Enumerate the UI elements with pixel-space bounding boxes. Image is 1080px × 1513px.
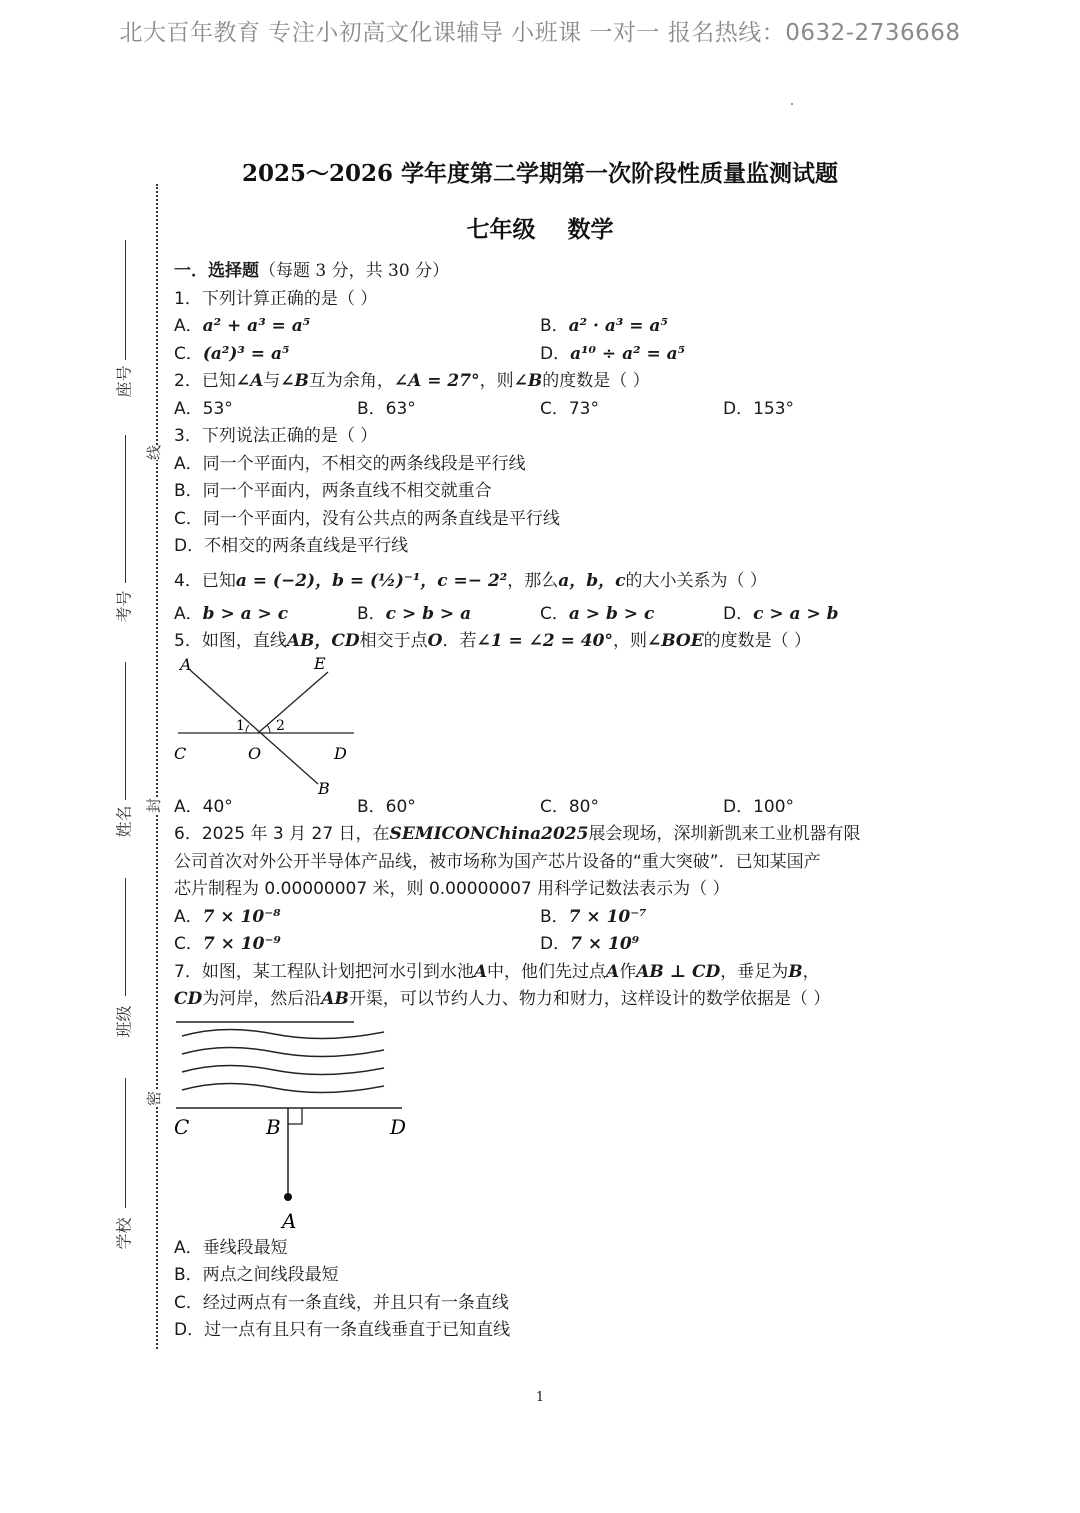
q1-option-c: C．(a²)³ = a⁵: [174, 343, 290, 364]
q5-option-c: C．80°: [540, 796, 600, 817]
seal-dotted-line: [156, 184, 158, 1349]
seal-char-seal: 封: [145, 797, 164, 814]
q6-stem-line2: 公司首次对外公开半导体产品线，被市场称为国产芯片设备的“重大突破”．已知某国产: [174, 851, 821, 872]
section1-heading: 一．选择题（每题 3 分，共 30 分）: [174, 261, 450, 281]
q5-options: [174, 794, 914, 822]
q2-option-c: C．73°: [540, 398, 600, 419]
exam-title: 2025～2026 学年度第二学期第一次阶段性质量监测试题: [241, 160, 839, 187]
water-wave-4: [182, 1083, 384, 1092]
q7-option-b: B．两点之间线段最短: [174, 1265, 339, 1285]
q5-stem: 5．如图，直线AB，CD相交于点O．若∠1 = ∠2 = 40°，则∠BOE的度数是（ ）: [174, 631, 812, 651]
label-d: D: [334, 743, 347, 763]
seat-blank-line: [125, 240, 126, 360]
q3-option-a: A．同一个平面内，不相交的两条线段是平行线: [174, 453, 526, 474]
label-b: B: [318, 778, 330, 794]
school-blank-line: [125, 1078, 126, 1208]
q6-option-a: A．7 × 10⁻⁸: [174, 906, 281, 927]
label-angle-2: 2: [276, 717, 285, 734]
q1-stem: 1．下列计算正确的是（ ）: [174, 288, 378, 309]
q5-figure: [174, 656, 914, 794]
q1-options-row2: [174, 341, 914, 369]
q2-option-b: B．63°: [357, 398, 416, 419]
exam-no-label: 考号: [114, 590, 134, 623]
q7-option-d: D．过一点有且只有一条直线垂直于已知直线: [174, 1320, 511, 1340]
label-o: O: [248, 743, 262, 763]
class-label: 班级: [114, 1005, 134, 1038]
q7-option-c: C．经过两点有一条直线，并且只有一条直线: [174, 1292, 509, 1313]
q6-stem-line1: 6．2025 年 3 月 27 日，在SEMICONChina2025展会现场，深圳新凯来工业机器有限: [174, 824, 861, 844]
q4-option-a: A．b > a > c: [174, 603, 289, 624]
label-angle-1: 1: [236, 717, 245, 734]
label-c: C: [174, 1114, 190, 1139]
q5-option-d: D．100°: [723, 796, 795, 817]
q4-options: [174, 601, 914, 629]
label-e: E: [314, 655, 326, 673]
q6-option-b: B．7 × 10⁻⁷: [540, 906, 647, 927]
label-a: A: [180, 655, 192, 674]
label-a: A: [282, 1208, 297, 1233]
q6-option-d: D．7 × 10⁹: [540, 934, 640, 954]
header-banner: 北大百年教育 专注小初高文化课辅导 小班课 一对一 报名热线：0632-2736668: [119, 20, 961, 46]
q7-option-a: A．垂线段最短: [174, 1237, 288, 1258]
q4-option-d: D．c > a > b: [723, 603, 839, 624]
water-wave-1: [182, 1029, 384, 1038]
label-c: C: [174, 743, 187, 763]
school-label: 学校: [114, 1217, 134, 1250]
q1-option-d: D．a¹⁰ ÷ a² = a⁵: [540, 343, 686, 364]
q6-option-c: C．7 × 10⁻⁹: [174, 934, 281, 954]
q3-option-c: C．同一个平面内，没有公共点的两条直线是平行线: [174, 508, 560, 529]
intersecting-lines-diagram: [174, 656, 374, 794]
q4-stem: 4．已知a = (−2)，b = (½)⁻¹，c =− 2²，那么a，b，c的大小关系为（ ）: [174, 570, 767, 591]
q2-options: [174, 396, 914, 424]
q4-option-b: B．c > b > a: [357, 603, 472, 624]
seal-char-line: 线: [145, 444, 164, 461]
q3-option-d: D．不相交的两条直线是平行线: [174, 536, 409, 556]
line-ab: [190, 670, 318, 784]
line-oe: [258, 672, 328, 733]
label-d: D: [390, 1114, 407, 1139]
pool-point-a: [284, 1193, 292, 1201]
q6-stem-line3: 芯片制程为 0.00000007 米，则 0.00000007 用科学记数法表示为（ ）: [174, 879, 730, 899]
q2-option-d: D．153°: [723, 398, 795, 419]
page-number: 1: [535, 1390, 545, 1405]
name-blank-line: [125, 662, 126, 800]
scan-speck: [791, 103, 793, 105]
angle-2-arc: [267, 725, 270, 733]
water-wave-2: [182, 1047, 384, 1056]
exam-subtitle: 七年级 数学: [466, 216, 614, 243]
q7-stem-line2: CD为河岸，然后沿AB开渠，可以节约人力、物力和财力，这样设计的数学依据是（ ）: [174, 989, 831, 1009]
q2-option-a: A．53°: [174, 398, 233, 419]
q5-option-a: A．40°: [174, 796, 233, 817]
q2-stem: 2．已知∠A与∠B互为余角，∠A = 27°，则∠B的度数是（ ）: [174, 371, 650, 391]
class-blank-line: [125, 878, 126, 996]
label-b: B: [266, 1114, 281, 1139]
q4-option-c: C．a > b > c: [540, 603, 655, 624]
name-label: 姓名: [114, 805, 134, 838]
q3-option-b: B．同一个平面内，两条直线不相交就重合: [174, 481, 492, 501]
seal-char-secret: 密: [145, 1090, 164, 1107]
q1-option-a: A．a² + a³ = a⁵: [174, 316, 311, 336]
q3-stem: 3．下列说法正确的是（ ）: [174, 426, 378, 446]
river-canal-diagram: [174, 1014, 414, 1235]
q6-options-row1: [174, 904, 914, 932]
q7-figure: [174, 1014, 914, 1235]
q5-option-b: B．60°: [357, 796, 416, 817]
question-content: [174, 258, 914, 1345]
exam-no-blank-line: [125, 435, 126, 583]
right-angle-mark: [288, 1108, 302, 1124]
q1-options-row1: [174, 313, 914, 341]
q7-stem-line1: 7．如图，某工程队计划把河水引到水池A中，他们先过点A作AB ⊥ CD，垂足为B，: [174, 961, 820, 982]
q6-options-row2: [174, 931, 914, 959]
q1-option-b: B．a² · a³ = a⁵: [540, 316, 668, 336]
water-wave-3: [182, 1065, 384, 1074]
seat-label: 座号: [114, 365, 134, 398]
angle-1-arc: [246, 725, 249, 733]
